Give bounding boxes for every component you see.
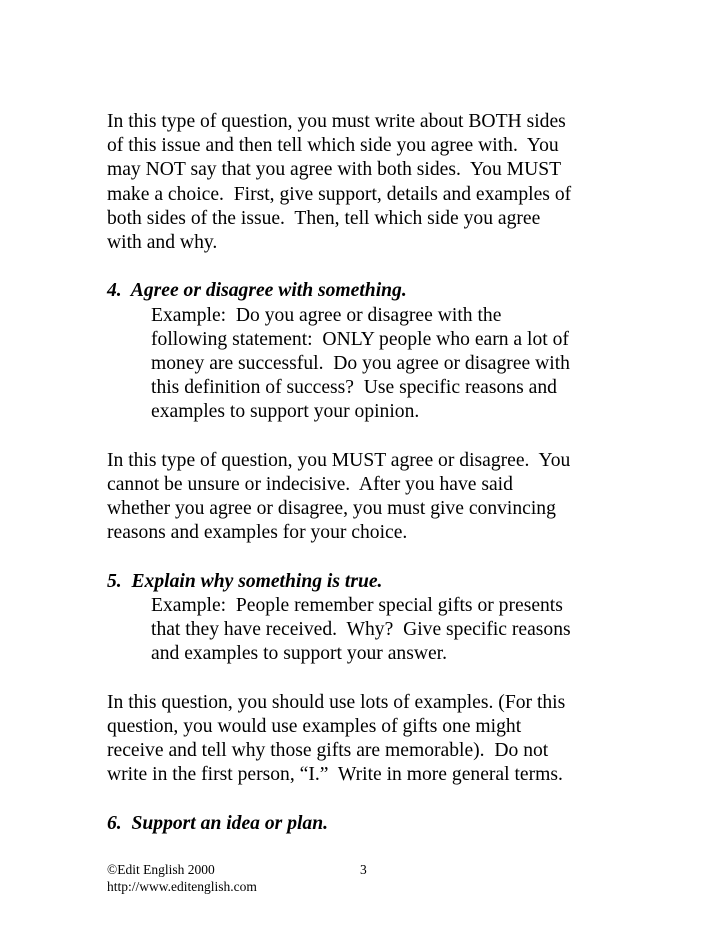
section-5-heading: 5. Explain why something is true.: [107, 570, 383, 592]
text-line: question, you would use examples of gifts one might: [107, 716, 522, 738]
footer-url: http://www.editenglish.com: [107, 878, 257, 894]
paragraph-agree-disagree: [107, 449, 707, 546]
example-line: this definition of success? Use specific reasons and: [151, 377, 557, 399]
page-footer: [107, 862, 667, 895]
section-6: [107, 812, 707, 836]
text-line: with and why.: [107, 232, 218, 254]
example-line: Example: Do you agree or disagree with the: [151, 304, 502, 326]
page-number: 3: [360, 862, 367, 877]
section-4-example: [107, 304, 707, 425]
section-4: [107, 279, 707, 424]
paragraph-both-sides: [107, 110, 707, 255]
example-line: that they have received. Why? Give specific reasons: [151, 619, 571, 641]
example-line: following statement: ONLY people who earn a lot of: [151, 328, 569, 350]
text-line: of this issue and then tell which side you agree with. You: [107, 135, 559, 157]
text-line: both sides of the issue. Then, tell which side you agree: [107, 207, 541, 229]
text-line: whether you agree or disagree, you must give convincing: [107, 498, 556, 520]
section-5-example: [107, 594, 707, 667]
section-6-heading: 6. Support an idea or plan.: [107, 812, 329, 834]
example-line: examples to support your opinion.: [151, 401, 420, 423]
text-line: In this type of question, you must write about BOTH sides: [107, 111, 566, 132]
example-line: money are successful. Do you agree or disagree with: [151, 353, 570, 375]
section-4-heading: 4. Agree or disagree with something.: [107, 280, 407, 302]
example-line: and examples to support your answer.: [151, 643, 448, 665]
text-line: write in the first person, “I.” Write in more general terms.: [107, 764, 563, 786]
text-line: receive and tell why those gifts are memorable). Do not: [107, 740, 549, 762]
text-line: make a choice. First, give support, details and examples of: [107, 183, 572, 205]
example-line: Example: People remember special gifts or presents: [151, 595, 563, 617]
section-5: [107, 570, 707, 667]
document-body: [107, 110, 707, 860]
paragraph-examples: [107, 691, 707, 788]
text-line: reasons and examples for your choice.: [107, 522, 408, 544]
text-line: cannot be unsure or indecisive. After you have said: [107, 474, 513, 496]
text-line: In this question, you should use lots of examples. (For this: [107, 691, 566, 713]
text-line: may NOT say that you agree with both sides. You MUST: [107, 159, 562, 181]
text-line: In this type of question, you MUST agree or disagree. You: [107, 449, 571, 471]
footer-copyright: ©Edit English 2000: [107, 862, 215, 877]
